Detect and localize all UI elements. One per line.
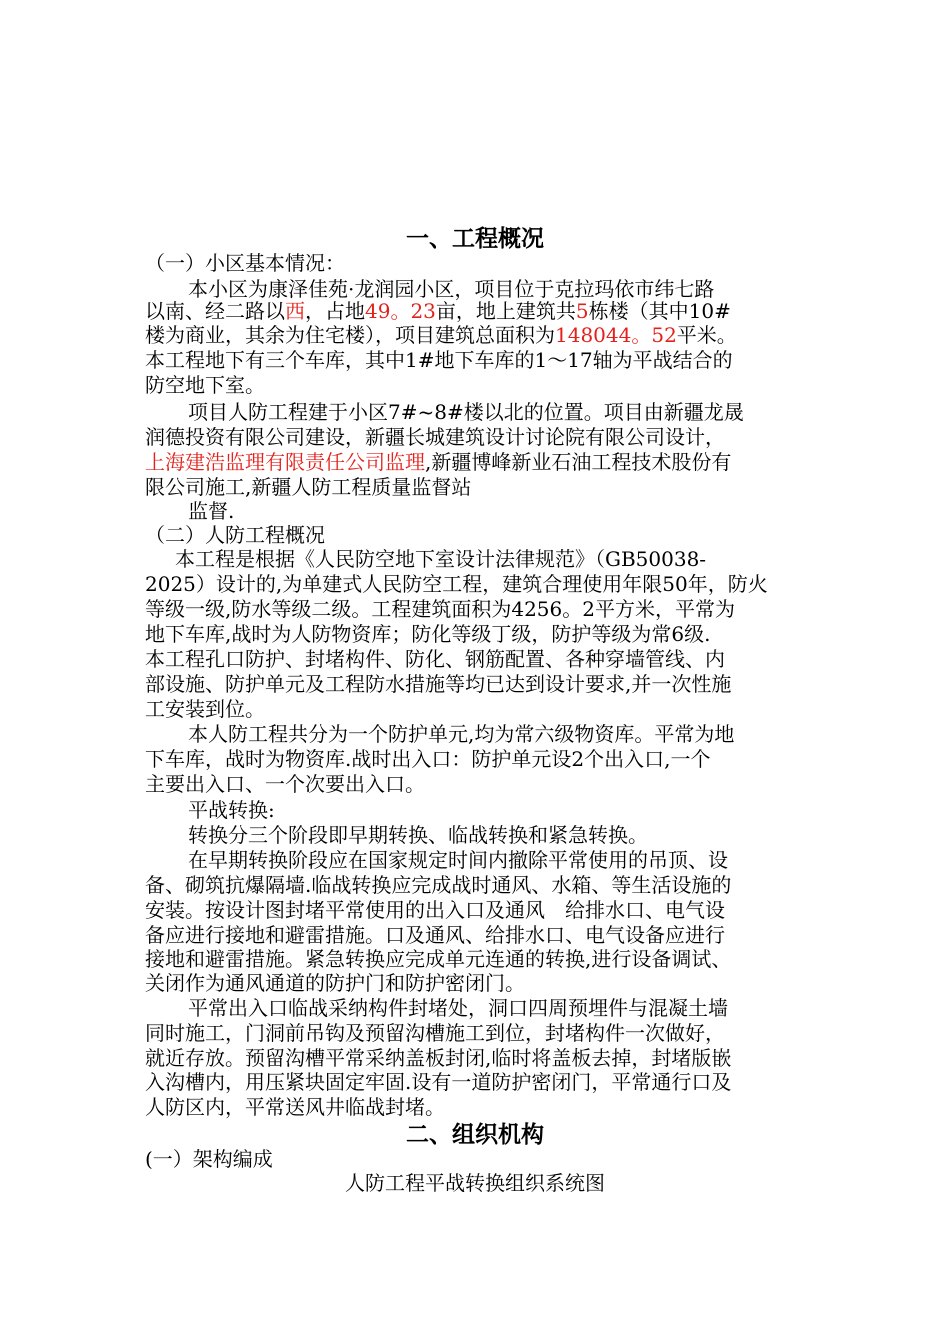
paragraph-line: 润德投资有限公司建设，新疆长城建筑设计讨论院有限公司设计， [145,425,725,449]
paragraph-line: 地下车库,战时为人防物资库；防化等级丁级，防护等级为常6级. [145,622,711,646]
paragraph-line: 本小区为康泽佳苑·龙润园小区，项目位于克拉玛依市纬七路 [188,277,715,301]
paragraph-line: 在早期转换阶段应在国家规定时间内撤除平常使用的吊顶、设 [188,848,728,872]
paragraph-line: 就近存放。预留沟槽平常采纳盖板封闭,临时将盖板去掉，封堵版嵌 [145,1046,732,1070]
diagram-caption: 人防工程平战转换组织系统图 [345,1171,605,1195]
paragraph-line: 下车库，战时为物资库.战时出入口：防护单元设2个出入口,一个 [145,747,711,771]
paragraph-line: 2025）设计的,为单建式人民防空工程，建筑合理使用年限50年，防火 [145,572,768,596]
paragraph-line: 部设施、防护单元及工程防水措施等均已达到设计要求,并一次性施 [145,672,732,696]
paragraph-line: 关闭作为通风通道的防护门和防护密闭门。 [145,971,525,995]
text-span: 平米。 [676,323,737,347]
highlight-direction: 西 [285,299,305,323]
paragraph-line: 限公司施工,新疆人防工程质量监督站 [145,475,472,499]
paragraph-line: 防空地下室。 [145,373,265,397]
paragraph-line: 备、砌筑抗爆隔墙.临战转换应完成战时通风、水箱、等生活设施的 [145,873,732,897]
section-title-overview: 一、工程概况 [406,225,544,252]
paragraph-line: 备应进行接地和避雷措施。口及通风、给排水口、电气设备应进行 [145,923,725,947]
text-span: 亩，地上建筑共 [435,299,576,323]
paragraph-line: 本人防工程共分为一个防护单元,均为常六级物资库。平常为地 [188,722,735,746]
paragraph-line: 监督. [188,499,235,523]
paragraph-line: 本工程地下有三个车库，其中1#地下车库的1～17轴为平战结合的 [145,348,733,372]
text-span: 栋楼（其中10# [588,299,731,323]
paragraph-line: 本工程是根据《人民防空地下室设计法律规范》（GB50038- [175,547,707,571]
paragraph-line: 等级一级,防水等级二级。工程建筑面积为4256。2平方米，平常为 [145,597,735,621]
paragraph-line [145,449,731,475]
text-span: ,新疆博峰新业石油工程技术股份有 [425,450,732,474]
text-span: 以南、经二路以 [145,299,285,323]
paragraph-line: 工安装到位。 [145,697,265,721]
subheading-community: （一）小区基本情况： [145,251,345,275]
paragraph-line: 同时施工，门洞前吊钩及预留沟槽施工到位，封堵构件一次做好， [145,1021,725,1045]
subheading-structure: (一）架构编成 [145,1147,273,1171]
paragraph-line [145,298,731,324]
paragraph-line: 主要出入口、一个次要出入口。 [145,772,425,796]
highlight-building-count: 5 [575,299,589,323]
paragraph-line: 项目人防工程建于小区7#~8#楼以北的位置。项目由新疆龙晟 [188,400,744,424]
paragraph-line: 平战转换: [188,798,275,822]
highlight-total-area: 148044。52 [555,323,677,347]
paragraph-line: 安装。按设计图封堵平常使用的出入口及通风 给排水口、电气设 [145,898,725,922]
text-span: 楼为商业，其余为住宅楼），项目建筑总面积为 [145,323,555,347]
highlight-supervisor: 上海建浩监理有限责任公司监理 [145,450,425,474]
highlight-area: 49。23 [365,299,436,323]
subheading-civil-defense: （二）人防工程概况 [145,523,325,547]
paragraph-line: 平常出入口临战采纳构件封堵处，洞口四周预埋件与混凝土墙 [188,996,728,1020]
paragraph-line: 入沟槽内，用压紧块固定牢固.设有一道防护密闭门，平常通行口及 [145,1070,732,1094]
paragraph-line: 转换分三个阶段即早期转换、临战转换和紧急转换。 [188,823,648,847]
section-title-organization: 二、组织机构 [406,1121,544,1148]
text-span: ，占地 [305,299,365,323]
paragraph-line: 本工程孔口防护、封堵构件、防化、钢筋配置、各种穿墙管线、内 [145,647,725,671]
paragraph-line [145,322,737,348]
paragraph-line: 人防区内，平常送风井临战封堵。 [145,1095,445,1119]
paragraph-line: 接地和避雷措施。紧急转换应完成单元连通的转换,进行设备调试、 [145,947,732,971]
